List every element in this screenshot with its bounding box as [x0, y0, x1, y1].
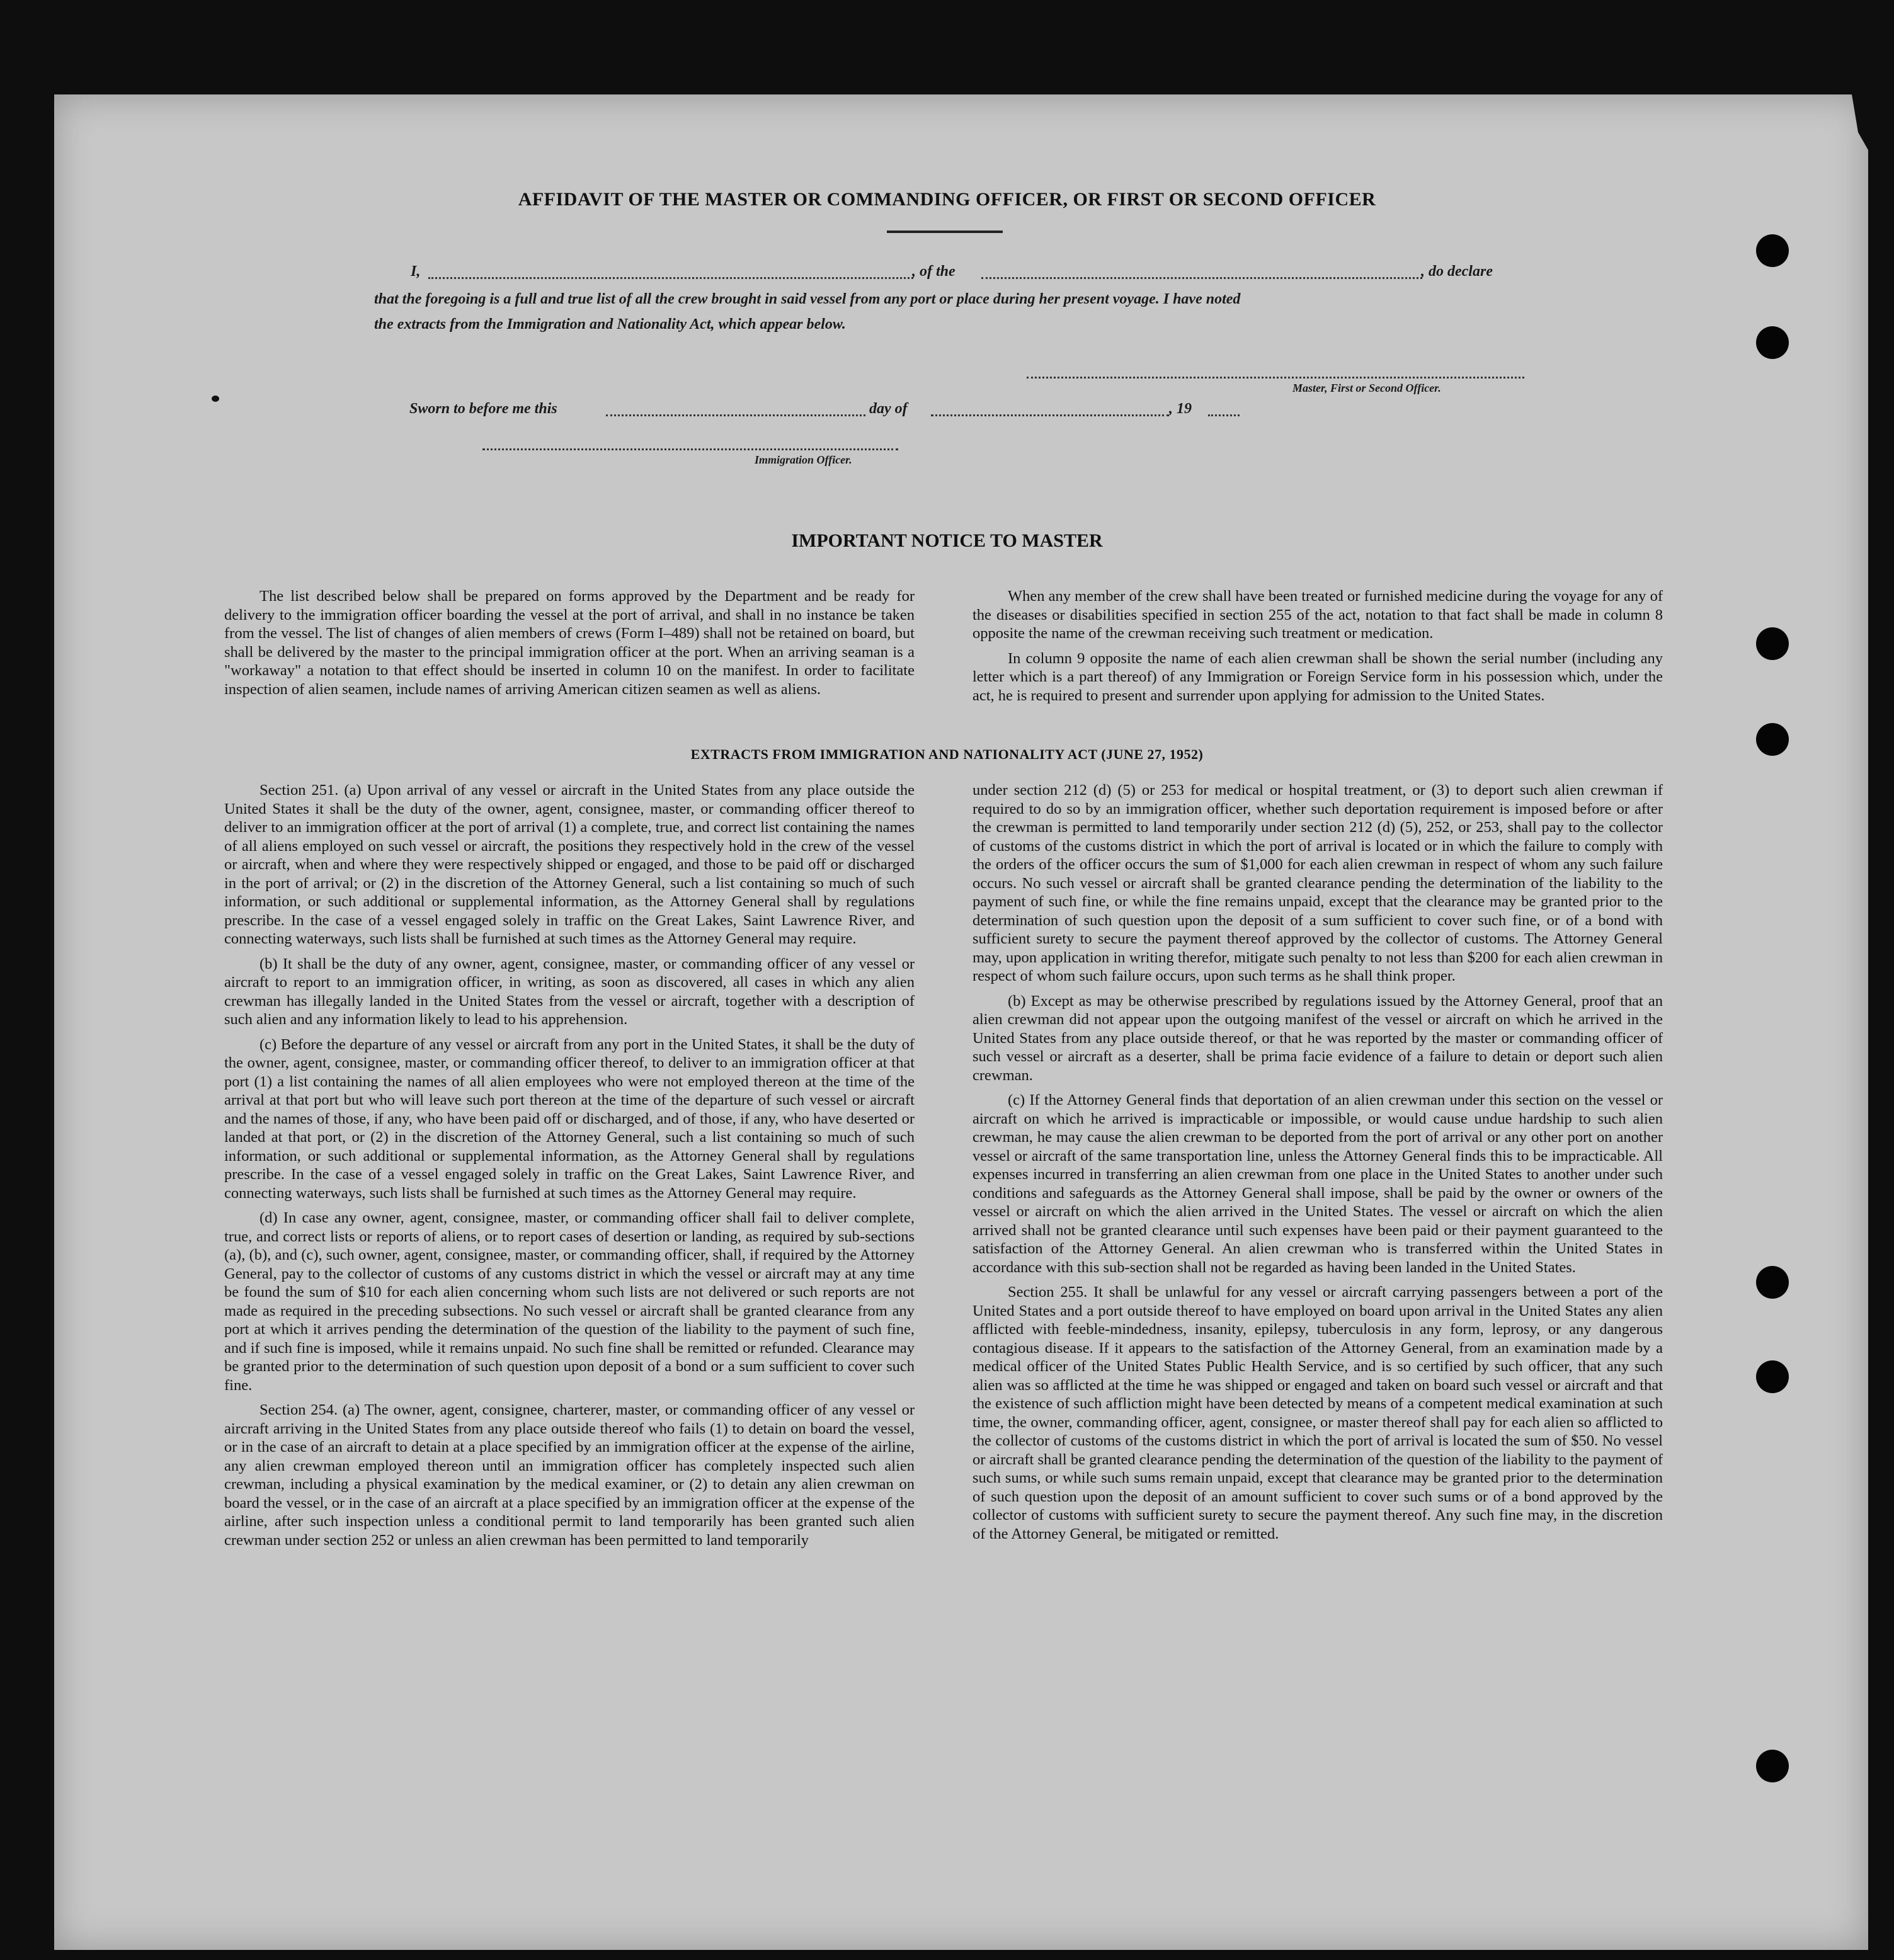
- notice-right-column: [973, 587, 1663, 705]
- notice-right-paragraph-1: When any member of the crew shall have been treated or furnished medicine during the voyage for any of the diseases or disabilities specified in section 255 of the act, notation to that fact shall be made in column 8 opposite the name of the crewman receiving such treatment or medication.: [973, 588, 1663, 642]
- section-251-b: (b) It shall be the duty of any owner, agent, consignee, master, or commanding officer of any vessel or aircraft to report to an immigration officer, in writing, as soon as discovered, all cases in which any alien crewman has illegally landed in the United States from the vessel or aircraft, together with a description of such alien and any information likely to lead to his apprehension.: [224, 955, 915, 1028]
- declaration-declare: , do declare: [1421, 263, 1493, 280]
- sworn-month-blank: [931, 414, 1169, 416]
- punch-hole: [1756, 326, 1789, 359]
- extracts-title: EXTRACTS FROM IMMIGRATION AND NATIONALITY ACT (JUNE 27, 1952): [690, 746, 1204, 762]
- title-rule: [887, 231, 1003, 233]
- punch-hole: [1756, 234, 1789, 267]
- notice-left-paragraph: The list described below shall be prepared on forms approved by the Department and be ready for delivery to the immigration officer boarding the vessel at the port of arrival, and shall in no instance be taken from the vessel. The list of changes of alien members of crews (Form I–489) shall not be retained on board, but shall be delivered by the master to the principal immigration officer at the port. When an arriving seaman is a "workaway" a notation to that effect should be inserted in column 10 on the manifest. In order to facilitate inspection of alien seamen, include names of arriving American citizen seamen as well as aliens.: [224, 588, 915, 698]
- extracts-left-column: [224, 781, 915, 1549]
- officer-signature-label: Immigration Officer.: [755, 453, 852, 466]
- notice-right-paragraph-2: In column 9 opposite the name of each alien crewman shall be shown the serial number (including any letter which is a part thereof) of any Immigration or Foreign Service form in his possession which, under the act, he is required to present and surrender upon applying for admission to the United States.: [973, 649, 1663, 704]
- punch-hole: [1756, 1750, 1789, 1782]
- master-signature-line: [1027, 377, 1524, 379]
- punch-hole: [1756, 1266, 1789, 1299]
- sworn-year-blank: [1208, 414, 1240, 416]
- master-signature-label: Master, First or Second Officer.: [1292, 382, 1441, 394]
- affidavit-title: AFFIDAVIT OF THE MASTER OR COMMANDING OFFICER, OR FIRST OR SECOND OFFICER: [518, 189, 1376, 210]
- section-254-b: (b) Except as may be otherwise prescribed by regulations issued by the Attorney General, proof that an alien crewman did not appear upon the outgoing manifest of the vessel or aircraft on which he arrived in the United States from any place outside thereof, or that he was reported by the master or commanding officer of such vessel or aircraft as a deserter, shall be prima facie evidence of a failure to detain or deport such alien crewman.: [973, 992, 1663, 1084]
- notice-left-column: [224, 587, 915, 698]
- notice-title: IMPORTANT NOTICE TO MASTER: [791, 530, 1103, 551]
- declaration-i: I,: [411, 263, 421, 280]
- officer-signature-line: [482, 448, 898, 450]
- section-251-c: (c) Before the departure of any vessel or aircraft from any port in the United States, it shall be the duty of the owner, agent, consignee, master, or commanding officer thereof, to deliver to an immigration officer at that port (1) a list containing the names of all alien employees who were not employed thereon at the time of the arrival at that port but who will leave such port thereon at the time of the departure of such vessel or aircraft and the names of those, if any, who have been paid off or discharged, and of those, if any, who have deserted or landed at that port, or (2) in the discretion of the Attorney General, such a list containing so much of such information, or such additional or supplemental information, as the Attorney General shall by regulations prescribe. In the case of a vessel engaged solely in traffic on the Great Lakes, Saint Lawrence River, and connecting waterways, such lists shall be furnished at such times as the Attorney General may require.: [224, 1035, 915, 1202]
- extracts-right-column: [973, 781, 1663, 1543]
- sworn-text: Sworn to before me this: [409, 401, 557, 417]
- declaration-line-3: the extracts from the Immigration and Nationality Act, which appear below.: [374, 316, 846, 333]
- ink-mark: [212, 396, 219, 402]
- punch-hole: [1756, 1360, 1789, 1393]
- punch-hole: [1756, 627, 1789, 660]
- vessel-blank: [981, 277, 1422, 279]
- section-254-a-continued: under section 212 (d) (5) or 253 for medical or hospital treatment, or (3) to deport such alien crewman if required to do so by an immigration officer, whether such deportation requirement is imposed before or after the crewman is permitted to land temporarily under section 212 (d) (5), 252, or 253, shall pay to the collector of customs of the customs district in which the port of arrival is located or in which the failure to comply with the orders of the officer occurs the sum of $1,000 for each alien crewman in respect of whom any such failure occurs. No such vessel or aircraft shall be granted clearance pending the determination of the liability to the payment of such fine, or while the fine remains unpaid, except that the clearance may be granted prior to the determination of such question upon the deposit of a sum sufficient to cover such fine, or of a bond with sufficient surety to secure the payment thereof approved by the collector of customs. The Attorney General may, upon application in writing therefor, mitigate such penalty to not less than $200 for each alien crewman in respect of whom such failure occurs, upon such terms as he shall think proper.: [973, 782, 1663, 984]
- year-text: , 19: [1169, 401, 1192, 417]
- name-blank: [428, 277, 913, 279]
- declaration-of-the: , of the: [912, 263, 956, 280]
- section-251-a: Section 251. (a) Upon arrival of any vessel or aircraft in the United States from any place outside the United States it shall be the duty of the owner, agent, consignee, master, or commanding officer thereof to deliver to an immigration officer at the port of arrival (1) a complete, true, and correct list containing the names of all aliens employed on such vessel or aircraft, the positions they respectively hold in the crew of the vessel or aircraft, when and where they were respectively shipped or engaged, and those to be paid off or discharged in the port of arrival; or (2) in the discretion of the Attorney General, such a list containing so much of such information, or such additional or supplemental information, as the Attorney General shall by regulations prescribe. In the case of a vessel engaged solely in traffic on the Great Lakes, Saint Lawrence River, and connecting waterways, such lists shall be furnished at such times as the Attorney General may require.: [224, 782, 915, 947]
- day-of-text: day of: [869, 401, 908, 417]
- declaration-line-2: that the foregoing is a full and true list of all the crew brought in said vessel from any port or place during her present voyage. I have noted: [374, 291, 1241, 307]
- section-254-c: (c) If the Attorney General finds that deportation of an alien crewman under this section on the vessel or aircraft on which he arrived is impracticable or impossible, or would cause undue hardship to such alien crewman, he may cause the alien crewman to be deported from the port of arrival or any other port on another vessel or aircraft of the same transportation line, unless the Attorney General finds this to be impracticable. All expenses incurred in transferring an alien crewman from one place in the United States to another under such conditions and safeguards as the Attorney General shall impose, shall be paid by the owner or owners of the vessel or aircraft on which the alien arrived in the United States. The vessel or aircraft on which the alien arrived shall not be granted clearance until such expenses have been paid or their payment guaranteed to the satisfaction of the Attorney General. An alien crewman who is transferred within the United States in accordance with this sub-section shall not be regarded as having been landed in the United States.: [973, 1091, 1663, 1276]
- section-255: Section 255. It shall be unlawful for any vessel or aircraft carrying passengers between a port of the United States and a port outside thereof to have employed on board upon arrival in the United States any alien afflicted with feeble-mindedness, insanity, epilepsy, tuberculosis in any form, leprosy, or any dangerous contagious disease. If it appears to the satisfaction of the Attorney General, from an examination made by a medical officer of the United States Public Health Service, and is so certified by such officer, that any such alien was so afflicted at the time he was shipped or engaged and taken on board such vessel or aircraft and that the existence of such affliction might have been detected by means of a competent medical examination at such time, the owner, commanding officer, agent, consignee, or master thereof shall pay for each alien so afflicted to the collector of customs of the customs district in which the port of arrival is located the sum of $50. No vessel or aircraft shall be granted clearance pending the determination of the question of the liability to the payment of such sums, or while such sums remain unpaid, except that clearance may be granted prior to the determination of such question upon the deposit of an amount sufficient to cover such sums or of a bond approved by the collector of customs with sufficient surety to secure the payment thereof. Any such fine may, in the discretion of the Attorney General, be mitigated or remitted.: [973, 1284, 1663, 1542]
- section-251-d: (d) In case any owner, agent, consignee, master, or commanding officer shall fail to deliver complete, true, and correct lists or reports of aliens, or to report cases of desertion or landing, as required by sub-sections (a), (b), and (c), such owner, agent, consignee, master, or commanding officer, shall, if required by the Attorney General, pay to the collector of customs of any customs district in which the vessel or aircraft may at any time be found the sum of $10 for each alien concerning whom such lists are not delivered or such reports are not made as required in the preceding subsections. No such vessel or aircraft shall be granted clearance from any port at which it arrives pending the determination of the question of the liability to the payment of such fine, and if such fine is imposed, while it remains unpaid. No such fine shall be remitted or refunded. Clearance may be granted prior to the determination of such question upon deposit of a bond or a sum sufficient to cover such fine.: [224, 1209, 915, 1394]
- section-254-a: Section 254. (a) The owner, agent, consignee, charterer, master, or commanding officer of any vessel or aircraft arriving in the United States from any place outside thereof who fails (1) to detain on board the vessel, or in the case of an aircraft to detain at a place specified by an immigration officer at the expense of the airline, any alien crewman employed thereon until an immigration officer has completely inspected such alien crewman, including a physical examination by the medical examiner, or (2) to detain any alien crewman on board the vessel, or in the case of an aircraft at a place specified by an immigration officer at the expense of the airline, after such inspection unless a conditional permit to land temporarily has been granted such alien crewman under section 252 or unless an alien crewman has been permitted to land temporarily: [224, 1401, 915, 1549]
- sworn-day-blank: [606, 414, 865, 416]
